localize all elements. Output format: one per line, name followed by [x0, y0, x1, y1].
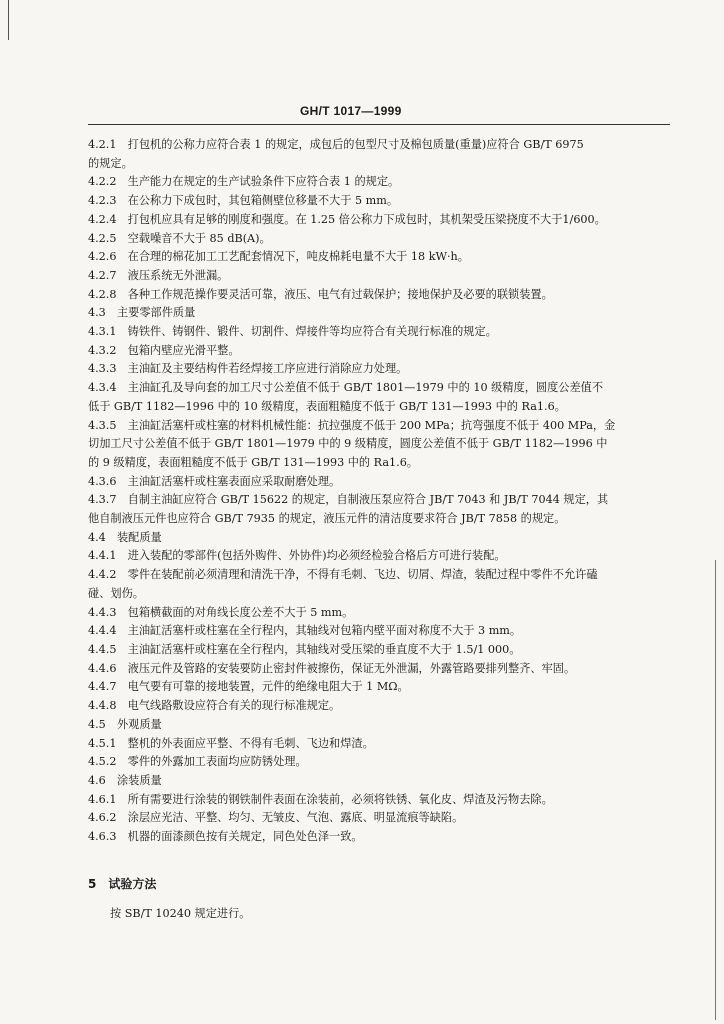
text-line: 4.6 涂装质量: [88, 773, 162, 787]
header-rule: [88, 124, 670, 125]
text-line: 低于 GB/T 1182—1996 中的 10 级精度，表面粗糙度不低于 GB/T 131—1993 中的 Ra1.6。: [88, 399, 566, 413]
section-5-paragraph: 按 SB/T 10240 规定进行。: [110, 907, 251, 920]
text-line: 4.2.3 在公称力下成包时，其包箱侧壁位移量不大于 5 mm。: [88, 194, 399, 208]
text-line: 4.5.2 零件的外露加工表面均应防锈处理。: [88, 755, 307, 769]
section-5-heading: 5 试验方法: [88, 877, 157, 891]
text-line: 的 9 级精度，表面粗糙度不低于 GB/T 131—1993 中的 Ra1.6。: [88, 455, 418, 469]
text-line: 4.2.4 打包机应具有足够的刚度和强度。在 1.25 倍公称力下成包时，其机架受压梁挠度不大于1/600。: [88, 212, 606, 226]
text-line: 4.3.4 主油缸孔及导向套的加工尺寸公差值不低于 GB/T 1801—1979 中的 10 级精度，圆度公差值不: [88, 381, 604, 395]
text-line: 4.3.2 包箱内壁应光滑平整。: [88, 343, 240, 357]
text-line: 他自制液压元件也应符合 GB/T 7935 的规定，液压元件的清洁度要求符合 JB/T 7858 的规定。: [88, 512, 566, 526]
text-line: 的规定。: [88, 156, 133, 170]
text-line: 4.2.5 空载噪音不大于 85 dB(A)。: [88, 231, 271, 245]
text-line: 4.6.1 所有需要进行涂装的钢铁制件表面在涂装前，必须将铁锈、氧化皮、焊渣及污物去除。: [88, 792, 553, 806]
text-line: 4.2.8 各种工作规范操作要灵活可靠，液压、电气有过载保护；接地保护及必要的联锁装置。: [88, 287, 553, 301]
text-line: 切加工尺寸公差值不低于 GB/T 1801—1979 中的 9 级精度，圆度公差值不低于 GB/T 1182—1996 中: [88, 437, 608, 451]
text-line: 4.4 装配质量: [88, 530, 162, 544]
text-line: 4.3 主要零部件质量: [88, 306, 196, 320]
text-line: 4.6.2 涂层应光洁、平整、均匀、无皱皮、气泡、露底、明显流痕等缺陷。: [88, 811, 464, 825]
text-line: 4.6.3 机器的面漆颜色按有关规定，同色处色泽一致。: [88, 830, 363, 844]
text-line: 4.4.6 液压元件及管路的安装要防止密封件被擦伤，保证无外泄漏，外露管路要排列整齐、牢固。: [88, 661, 576, 675]
text-line: 4.4.4 主油缸活塞杆或柱塞在全行程内，其轴线对包箱内壁平面对称度不大于 3 mm。: [88, 624, 522, 638]
text-line: 4.4.7 电气要有可靠的接地装置，元件的绝缘电阻大于 1 MΩ。: [88, 680, 409, 694]
text-line: 4.5.1 整机的外表面应平整、不得有毛刺、飞边和焊渣。: [88, 736, 374, 750]
text-line: 4.3.3 主油缸及主要结构件若经焊接工序应进行消除应力处理。: [88, 362, 408, 376]
text-line: 4.2.2 生产能力在规定的生产试验条件下应符合表 1 的规定。: [88, 175, 400, 189]
text-line: 4.5 外观质量: [88, 717, 162, 731]
scan-edge: [8, 0, 9, 40]
text-line: 4.2.7 液压系统无外泄漏。: [88, 268, 229, 282]
body-text: [88, 136, 670, 847]
text-line: 4.3.1 铸铁件、铸钢件、锻件、切割件、焊接件等均应符合有关现行标准的规定。: [88, 325, 497, 339]
text-line: 4.4.3 包箱横截面的对角线长度公差不大于 5 mm。: [88, 605, 354, 619]
text-line: 4.4.1 进入装配的零部件(包括外购件、外协件)均必须经检验合格后方可进行装配。: [88, 549, 506, 563]
text-line: 4.3.5 主油缸活塞杆或柱塞的材料机械性能：抗拉强度不低于 200 MPa；抗弯强度不低于 400 MPa，金: [88, 418, 616, 432]
text-line: 4.4.5 主油缸活塞杆或柱塞在全行程内，其轴线对受压梁的垂直度不大于 1.5/1 000。: [88, 642, 521, 656]
text-line: 4.2.1 打包机的公称力应符合表 1 的规定，成包后的包型尺寸及棉包质量(重量)应符合 GB/T 6975: [88, 138, 584, 151]
scan-edge-right: [715, 560, 716, 1020]
text-line: 碰、划伤。: [88, 586, 144, 600]
text-line: 4.3.6 主油缸活塞杆或柱塞表面应采取耐磨处理。: [88, 474, 341, 488]
text-line: 4.4.2 零件在装配前必须清理和清洗干净，不得有毛刺、飞边、切屑、焊渣，装配过程中零件不允许磕: [88, 568, 598, 582]
page-header: GH/T 1017—1999: [300, 104, 402, 118]
text-line: 4.2.6 在合理的棉花加工工艺配套情况下，吨皮棉耗电量不大于 18 kW·h。: [88, 250, 469, 264]
text-line: 4.3.7 自制主油缸应符合 GB/T 15622 的规定，自制液压泵应符合 JB/T 7043 和 JB/T 7044 规定，其: [88, 493, 609, 507]
text-line: 4.4.8 电气线路敷设应符合有关的现行标准规定。: [88, 699, 341, 713]
